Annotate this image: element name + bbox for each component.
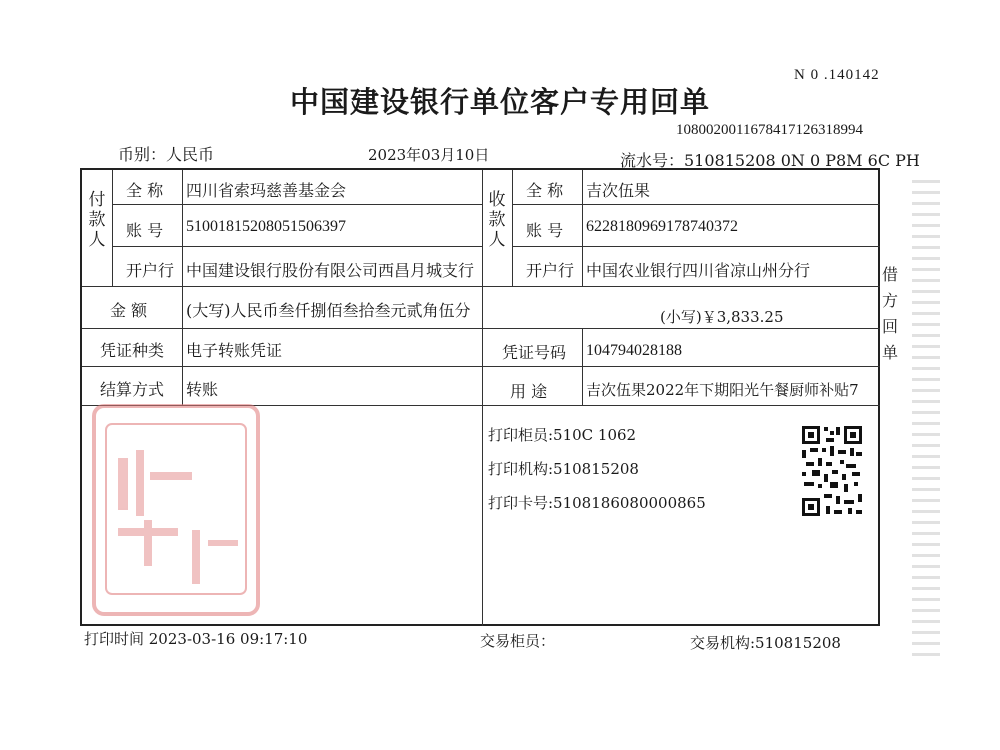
payee-bank-label: 开户行 <box>526 261 575 280</box>
payee-name-label: 全 称 <box>526 181 564 200</box>
qr-code <box>800 424 864 518</box>
payer-account-label: 账 号 <box>126 221 164 240</box>
print-teller: 打印柜员:510C 1062 <box>488 426 637 444</box>
currency-label: 币别：人民币 <box>118 145 215 164</box>
receipt-id: 1080020011678417126318994 <box>676 122 863 138</box>
voucher-number-label: 凭证号码 <box>502 343 567 362</box>
payee-side-label: 收款人 <box>488 190 506 250</box>
print-time: 打印时间 2023-03-16 09:17:10 <box>84 630 308 648</box>
amount-label: 金 额 <box>110 301 148 320</box>
document-title: 中国建设银行单位客户专用回单 <box>289 85 710 119</box>
voucher-type: 电子转账凭证 <box>186 341 283 360</box>
settlement-method-label: 结算方式 <box>100 380 165 399</box>
amount-small: (小写)￥3,833.25 <box>660 308 784 326</box>
document-number: N 0 .140142 <box>794 67 880 83</box>
payer-name-label: 全 称 <box>126 181 164 200</box>
payee-name: 吉次伍果 <box>586 181 651 200</box>
payer-name: 四川省索玛慈善基金会 <box>186 181 347 200</box>
payer-side-label: 付款人 <box>88 190 106 250</box>
scan-bleed-through <box>912 180 940 660</box>
payee-bank: 中国农业银行四川省凉山州分行 <box>586 261 811 280</box>
purpose-label: 用 途 <box>510 382 548 401</box>
serial-number: 流水号：510815208 0N 0 P8M 6C PH <box>620 151 920 170</box>
trade-teller: 交易柜员： <box>480 632 556 650</box>
settlement-method: 转账 <box>186 380 219 399</box>
bank-seal-stamp <box>88 400 264 620</box>
payee-account: 6228180969178740372 <box>586 218 738 235</box>
payer-bank-label: 开户行 <box>126 261 175 280</box>
receipt-date: 2023年03月10日 <box>368 146 490 164</box>
payer-bank: 中国建设银行股份有限公司西昌月城支行 <box>186 261 475 280</box>
voucher-type-label: 凭证种类 <box>100 341 165 360</box>
print-org: 打印机构:510815208 <box>488 460 639 478</box>
trade-org: 交易机构:510815208 <box>690 634 841 652</box>
voucher-number: 104794028188 <box>586 342 682 359</box>
amount-capital: (大写)人民币叁仟捌佰叁拾叁元贰角伍分 <box>186 301 471 320</box>
print-card: 打印卡号:5108186080000865 <box>488 494 706 512</box>
purpose: 吉次伍果2022年下期阳光午餐厨师补贴7 <box>586 381 859 399</box>
payer-account: 51001815208051506397 <box>186 218 346 235</box>
debit-receipt-side-note: 借方回单 <box>881 265 898 362</box>
payee-account-label: 账 号 <box>526 221 564 240</box>
